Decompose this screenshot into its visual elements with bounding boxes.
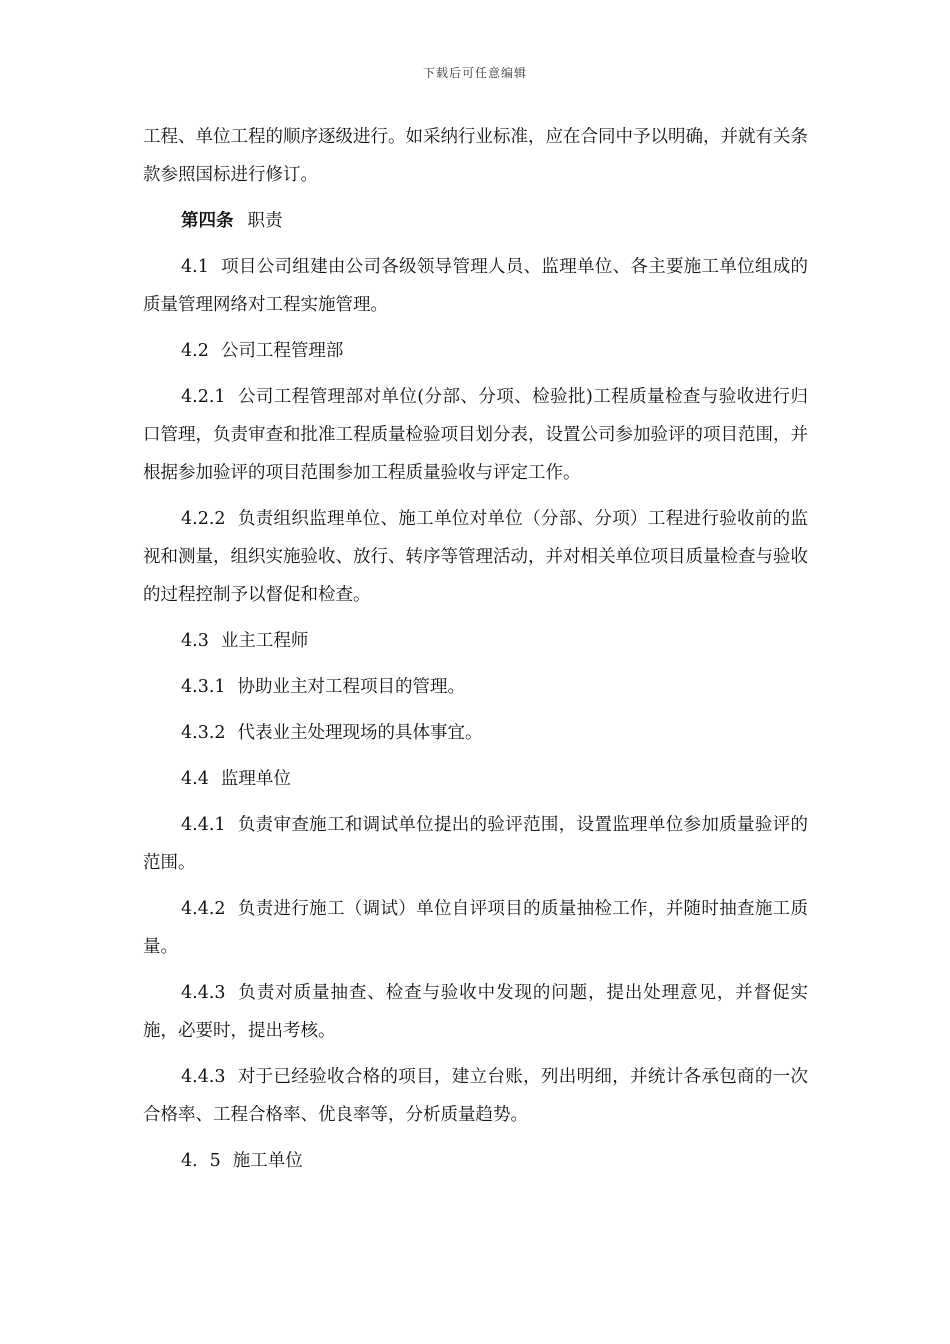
document-body [143,118,808,1188]
clause-4-3-2 [143,714,808,752]
clause-text: 负责审查施工和调试单位提出的验评范围，设置监理单位参加质量验评的范围。 [143,815,808,873]
clause-text: 施工单位 [232,1151,303,1171]
clause-4-2-1 [143,378,808,492]
clause-text: 负责对质量抽查、检查与验收中发现的问题，提出处理意见，并督促实施，必要时，提出考核。 [143,983,808,1041]
clause-number: 4．5 [181,1151,221,1171]
clause-number: 4.4.3 [181,1067,226,1087]
clause-4-4-2 [143,890,808,966]
clause-number: 4.4.2 [181,899,226,919]
clause-number: 4.2.1 [181,387,226,407]
clause-number: 4.4.3 [181,983,226,1003]
article-heading [143,202,808,240]
clause-text: 代表业主处理现场的具体事宜。 [237,723,483,743]
page-header: 下载后可任意编辑 [422,66,527,80]
clause-text: 公司工程管理部对单位(分部、分项、检验批)工程质量检查与验收进行归口管理，负责审查和批准工程质量检验项目划分表，设置公司参加验评的项目范围，并根据参加验评的项目范围参加工程质量验收与评定工作。 [143,387,808,483]
clause-text: 负责进行施工（调试）单位自评项目的质量抽检工作，并随时抽查施工质量。 [143,899,808,957]
clause-4-2-2 [143,500,808,614]
clause-number: 4.3.1 [181,677,226,697]
clause-text: 协助业主对工程项目的管理。 [237,677,466,697]
clause-4-4-3 [143,974,808,1050]
clause-4-4-3-b [143,1058,808,1134]
clause-text: 项目公司组建由公司各级领导管理人员、监理单位、各主要施工单位组成的质量管理网络对工程实施管理。 [143,257,808,315]
clause-text: 负责组织监理单位、施工单位对单位（分部、分项）工程进行验收前的监视和测量，组织实施验收、放行、转序等管理活动，并对相关单位项目质量检查与验收的过程控制予以督促和检查。 [143,509,808,605]
clause-4-4 [143,760,808,798]
clause-text: 公司工程管理部 [220,341,344,361]
clause-text: 监理单位 [220,769,291,789]
clause-4-2 [143,332,808,370]
clause-4-1 [143,248,808,324]
clause-number: 4.3.2 [181,723,226,743]
clause-number: 4.4.1 [181,815,226,835]
article-title: 职责 [247,211,283,231]
clause-4-3-1 [143,668,808,706]
clause-text: 对于已经验收合格的项目，建立台账，列出明细，并统计各承包商的一次合格率、工程合格率、优良率等，分析质量趋势。 [143,1067,808,1125]
clause-4-4-1 [143,806,808,882]
clause-number: 4.2.2 [181,509,226,529]
paragraph-continuation [143,118,808,194]
article-label: 第四条 [181,211,234,231]
paragraph-text: 工程、单位工程的顺序逐级进行。如采纳行业标准，应在合同中予以明确，并就有关条款参照国标进行修订。 [143,127,808,185]
clause-number: 4.1 [181,257,209,277]
clause-number: 4.4 [181,769,209,789]
clause-text: 业主工程师 [220,631,309,651]
clause-number: 4.3 [181,631,209,651]
clause-number: 4.2 [181,341,209,361]
clause-4-5 [143,1142,808,1180]
clause-4-3 [143,622,808,660]
